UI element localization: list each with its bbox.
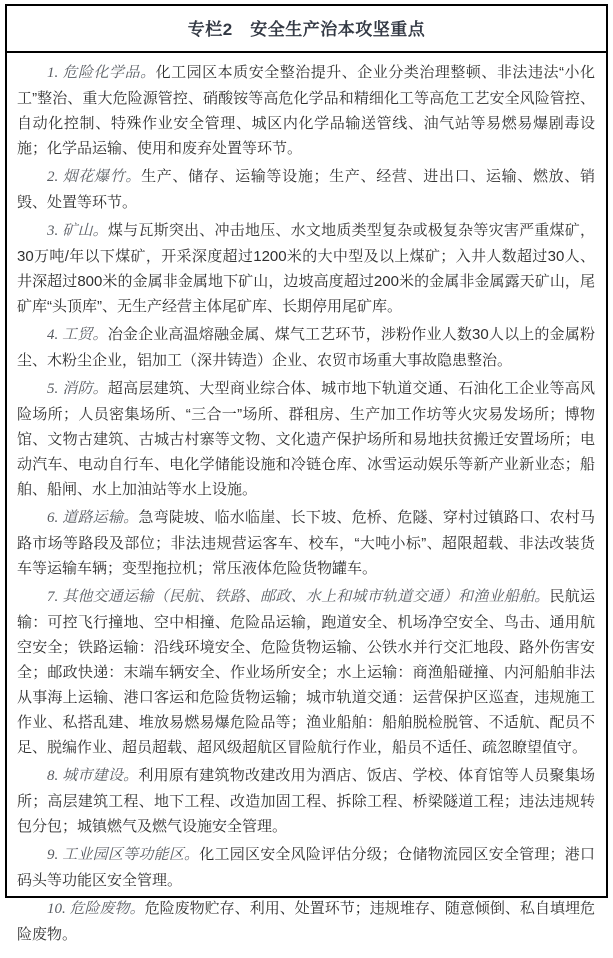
item-body: 急弯陡坡、临水临崖、长下坡、危桥、危隧、穿村过镇路口、农村马路市场等路段及部位；非法违规营运客车、校车，“大吨小标”、超限超载、非法改装货车等运输车辆；变型拖拉机；常压液体危险货物罐车。 [17, 509, 595, 577]
item-body: 民航运输：可控飞行撞地、空中相撞、危险品运输，跑道安全、机场净空安全、鸟击、通用航空安全；铁路运输：沿线环境安全、危险货物运输、公铁水并行交汇地段、路外伤害安全；邮政快递：末端车辆安全、作业场所安全；水上运输：商渔船碰撞、内河船舶非法从事海上运输、港口客运和危险货物运输；城市轨道交通：运营保护区巡查，违规施工作业、私搭乱建、堆放易燃易爆危险品等；渔业船舶：船舶脱检脱管、不适航、配员不足、脱编作业、超员超载、超风级超航区冒险航行作业，船员不适任、疏忽瞭望值守。 [17, 588, 595, 756]
item-paragraph [17, 322, 595, 373]
item-body: 冶金企业高温熔融金属、煤气工艺环节，涉粉作业人数30人以上的金属粉尘、木粉尘企业，铝加工（深井铸造）企业、农贸市场重大事故隐患整治。 [17, 326, 595, 369]
item-paragraph [17, 896, 595, 947]
column-title: 专栏2 安全生产治本攻坚重点 [187, 20, 426, 39]
item-body: 化工园区安全风险评估分级；仓储物流园区安全管理；港口码头等功能区安全管理。 [17, 846, 595, 889]
item-lead: 3. 矿山。 [47, 223, 108, 239]
item-lead: 1. 危险化学品。 [47, 65, 156, 81]
item-body: 化工园区本质安全整治提升、企业分类治理整顿、非法违法“小化工”整治、重大危险源管控、硝酸铵等高危化学品和精细化工等高危工艺安全风险管控、自动化控制、特殊作业安全管理、城区内化学品输送管线、油气站等易燃易爆剧毒设施；化学品运输、使用和废弃处置等环节。 [17, 64, 595, 157]
item-paragraph [17, 842, 595, 893]
item-body: 生产、储存、运输等设施；生产、经营、进出口、运输、燃放、销毁、处置等环节。 [17, 168, 595, 211]
column-box [5, 4, 608, 943]
item-body: 煤与瓦斯突出、冲击地压、水文地质类型复杂或极复杂等灾害严重煤矿，30万吨/年以下煤矿，开采深度超过1200米的大中型及以上煤矿；入井人数超过30人、井深超过800米的金属非金属地下矿山，边坡高度超过200米的金属非金属露天矿山，尾矿库“头顶库”、无生产经营主体尾矿库、长期停用尾矿库。 [17, 222, 595, 315]
item-body: 利用原有建筑物改建改用为酒店、饭店、学校、体育馆等人员聚集场所；高层建筑工程、地下工程、改造加固工程、拆除工程、桥梁隧道工程；违法违规转包分包；城镇燃气及燃气设施安全管理。 [17, 767, 595, 835]
item-paragraph [17, 376, 595, 502]
item-paragraph [17, 584, 595, 760]
item-lead: 8. 城市建设。 [47, 768, 139, 784]
item-lead: 6. 道路运输。 [47, 510, 139, 526]
item-lead: 4. 工贸。 [47, 327, 108, 343]
item-lead: 5. 消防。 [47, 381, 108, 397]
item-paragraph [17, 505, 595, 581]
column-content [7, 53, 606, 958]
item-paragraph [17, 60, 595, 161]
item-lead: 10. 危险废物。 [47, 901, 145, 917]
item-lead: 2. 烟花爆竹。 [47, 169, 142, 185]
item-paragraph [17, 763, 595, 839]
item-paragraph [17, 164, 595, 215]
column-title-row [7, 6, 606, 53]
item-body: 危险废物贮存、利用、处置环节；违规堆存、随意倾倒、私自填埋危险废物。 [17, 900, 595, 943]
item-body: 超高层建筑、大型商业综合体、城市地下轨道交通、石油化工企业等高风险场所；人员密集场所、“三合一”场所、群租房、生产加工作坊等火灾易发场所；博物馆、文物古建筑、古城古村寨等文物、文化遗产保护场所和易地扶贫搬迁安置场所；电动汽车、电动自行车、电化学储能设施和冷链仓库、冰雪运动娱乐等新产业新业态；船舶、船闸、水上加油站等水上设施。 [17, 380, 595, 498]
item-lead: 9. 工业园区等功能区。 [47, 847, 200, 863]
item-lead: 7. 其他交通运输（民航、铁路、邮政、水上和城市轨道交通）和渔业船舶。 [47, 589, 550, 605]
item-paragraph [17, 218, 595, 319]
